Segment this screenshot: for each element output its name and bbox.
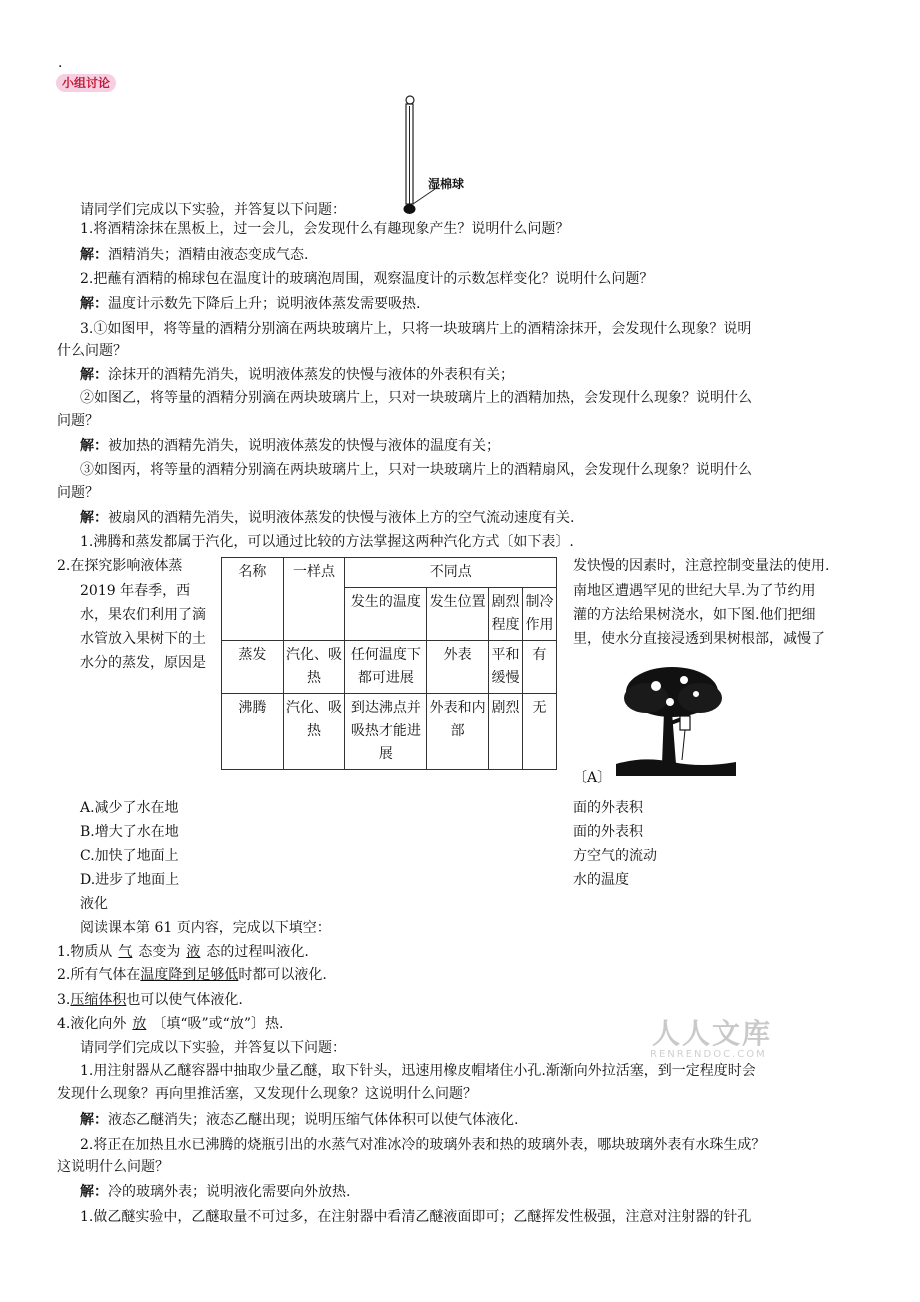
right-a1: 面的外表积	[573, 800, 643, 816]
section-tag: 小组讨论	[56, 74, 116, 92]
left-q2: 2.在探究影响液体蒸	[57, 558, 183, 574]
answer-1: 解：酒精消失；酒精由液态变成气态.	[80, 247, 309, 263]
option-b: B.增大了水在地	[80, 824, 179, 840]
question-3c-cont: 问题？	[57, 485, 99, 501]
exp2-q1-cont: 发现什么现象？再向里推活塞，又发现什么现象？这说明什么问题？	[57, 1086, 477, 1102]
header-intensity: 剧烈程度	[488, 588, 522, 641]
row-same: 汽化、吸热	[283, 694, 345, 770]
line-intro: 请同学们完成以下实验，并答复以下问题：	[80, 202, 346, 218]
exp2-q2-cont: 这说明什么问题？	[57, 1159, 169, 1175]
row-pos: 外表和内部	[427, 694, 489, 770]
header-diff: 不同点	[345, 558, 557, 588]
drip-irrigation-tree-icon	[612, 664, 740, 780]
option-d: D.进步了地面上	[80, 872, 180, 888]
fill-4: 4.液化向外 放 〔填“吸”或“放”〕热.	[57, 1016, 284, 1032]
exp2-q2: 2.将正在加热且水已沸腾的烧瓶引出的水蒸气对准冰冷的玻璃外表和热的玻璃外表，哪块玻璃外表有水珠生成？	[80, 1137, 766, 1153]
right-a4: 水的温度	[573, 872, 629, 888]
comparison-intro: 1.沸腾和蒸发都属于汽化，可以通过比较的方法掌握这两种汽化方式〔如下表〕.	[80, 534, 574, 550]
option-c: C.加快了地面上	[80, 848, 179, 864]
left-c3: 水分的蒸发，原因是	[80, 655, 206, 671]
header-name: 名称	[222, 558, 284, 641]
right-r2: 南地区遭遇罕见的世纪大旱.为了节约用	[573, 583, 816, 599]
drip-bottle-icon	[680, 716, 690, 730]
comparison-table	[221, 557, 557, 770]
table-header-row	[222, 558, 557, 588]
answer-choice: 〔A〕	[573, 770, 612, 786]
row-temp: 到达沸点并吸热才能进展	[345, 694, 427, 770]
left-c2: 水管放入果树下的土	[80, 631, 206, 647]
answer-3c: 解：被扇风的酒精先消失，说明液体蒸发的快慢与液体上方的空气流动速度有关.	[80, 510, 575, 526]
row-same: 汽化、吸热	[283, 641, 345, 694]
row-intensity: 剧烈	[488, 694, 522, 770]
row-cool: 无	[522, 694, 556, 770]
reading-intro: 阅读课本第 61 页内容，完成以下填空：	[80, 920, 331, 936]
option-a: A.减少了水在地	[80, 800, 179, 816]
question-3a: 3.①如图甲，将等量的酒精分别滴在两块玻璃片上，只将一块玻璃片上的酒精涂抹开，会发现什么现象？说明	[80, 321, 752, 337]
row-name: 蒸发	[222, 641, 284, 694]
header-pos: 发生位置	[427, 588, 489, 641]
question-3b: ②如图乙，将等量的酒精分别滴在两块玻璃片上，只对一块玻璃片上的酒精加热，会发现什么现象？说明什么	[80, 390, 752, 406]
thermometer-figure	[380, 92, 490, 216]
right-r1: 发快慢的因素时，注意控制变量法的使用.	[573, 558, 830, 574]
row-temp: 任何温度下都可进展	[345, 641, 427, 694]
answer-3b: 解：被加热的酒精先消失，说明液体蒸发的快慢与液体的温度有关；	[80, 438, 500, 454]
fill-1: 1.物质从 气 态变为 液 态的过程叫液化.	[57, 944, 309, 960]
right-r4: 里，使水分直接浸透到果树根部，减慢了	[573, 631, 825, 647]
fill-3: 3.压缩体积也可以使气体液化.	[57, 992, 243, 1008]
table-row	[222, 694, 557, 770]
right-r3: 灌的方法给果树浇水，如下图.他们把细	[573, 607, 816, 623]
question-3b-cont: 问题？	[57, 413, 99, 429]
right-a3: 方空气的流动	[573, 848, 657, 864]
left-year: 2019 年春季，西	[80, 583, 191, 599]
exp2-intro: 请同学们完成以下实验，并答复以下问题：	[80, 1040, 346, 1056]
left-tail: 液化	[80, 896, 108, 912]
row-pos: 外表	[427, 641, 489, 694]
watermark-logo: 人人文库	[652, 1017, 773, 1050]
row-cool: 有	[522, 641, 556, 694]
header-cool: 制冷作用	[522, 588, 556, 641]
answer-3a: 解：涂抹开的酒精先消失，说明液体蒸发的快慢与液体的外表积有关；	[80, 367, 514, 383]
thermometer-top-icon	[406, 96, 414, 104]
header-same: 一样点	[283, 558, 345, 641]
exp2-note: 1.做乙醚实验中，乙醚取量不可过多，在注射器中看清乙醚液面即可；乙醚挥发性极强，注意对注射器的针孔	[80, 1209, 752, 1225]
header-temp: 发生的温度	[345, 588, 427, 641]
exp2-q1: 1.用注射器从乙醚容器中抽取少量乙醚，取下针头，迅速用橡皮帽堵住小孔.渐渐向外拉活塞，到一定程度时会	[80, 1063, 756, 1079]
row-intensity: 平和缓慢	[488, 641, 522, 694]
question-3c: ③如图丙，将等量的酒精分别滴在两块玻璃片上，只对一块玻璃片上的酒精扇风，会发现什么现象？说明什么	[80, 462, 752, 478]
question-2: 2.把蘸有酒精的棉球包在温度计的玻璃泡周围，观察温度计的示数怎样变化？说明什么问题？	[80, 271, 654, 287]
table-row	[222, 641, 557, 694]
watermark-url: RENRENDOC.COM	[650, 1049, 767, 1060]
header-dot: .	[58, 55, 63, 71]
exp2-answer-2: 解：冷的玻璃外表；说明液化需要向外放热.	[80, 1184, 351, 1200]
question-3a-cont: 什么问题？	[57, 343, 127, 359]
question-1: 1.将酒精涂抹在黑板上，过一会儿，会发现什么有趣现象产生？说明什么问题？	[80, 221, 570, 237]
answer-2: 解：温度计示数先下降后上升；说明液体蒸发需要吸热.	[80, 296, 421, 312]
fill-2: 2.所有气体在温度降到足够低时都可以液化.	[57, 967, 327, 983]
left-c1: 水，果农们利用了滴	[80, 607, 206, 623]
wet-cotton-bulb-icon	[404, 204, 416, 214]
right-a2: 面的外表积	[573, 824, 643, 840]
exp2-answer-1: 解：液态乙醚消失；液态乙醚出现；说明压缩气体体积可以使气体液化.	[80, 1112, 519, 1128]
figure-label: 湿棉球	[428, 177, 465, 191]
row-name: 沸腾	[222, 694, 284, 770]
